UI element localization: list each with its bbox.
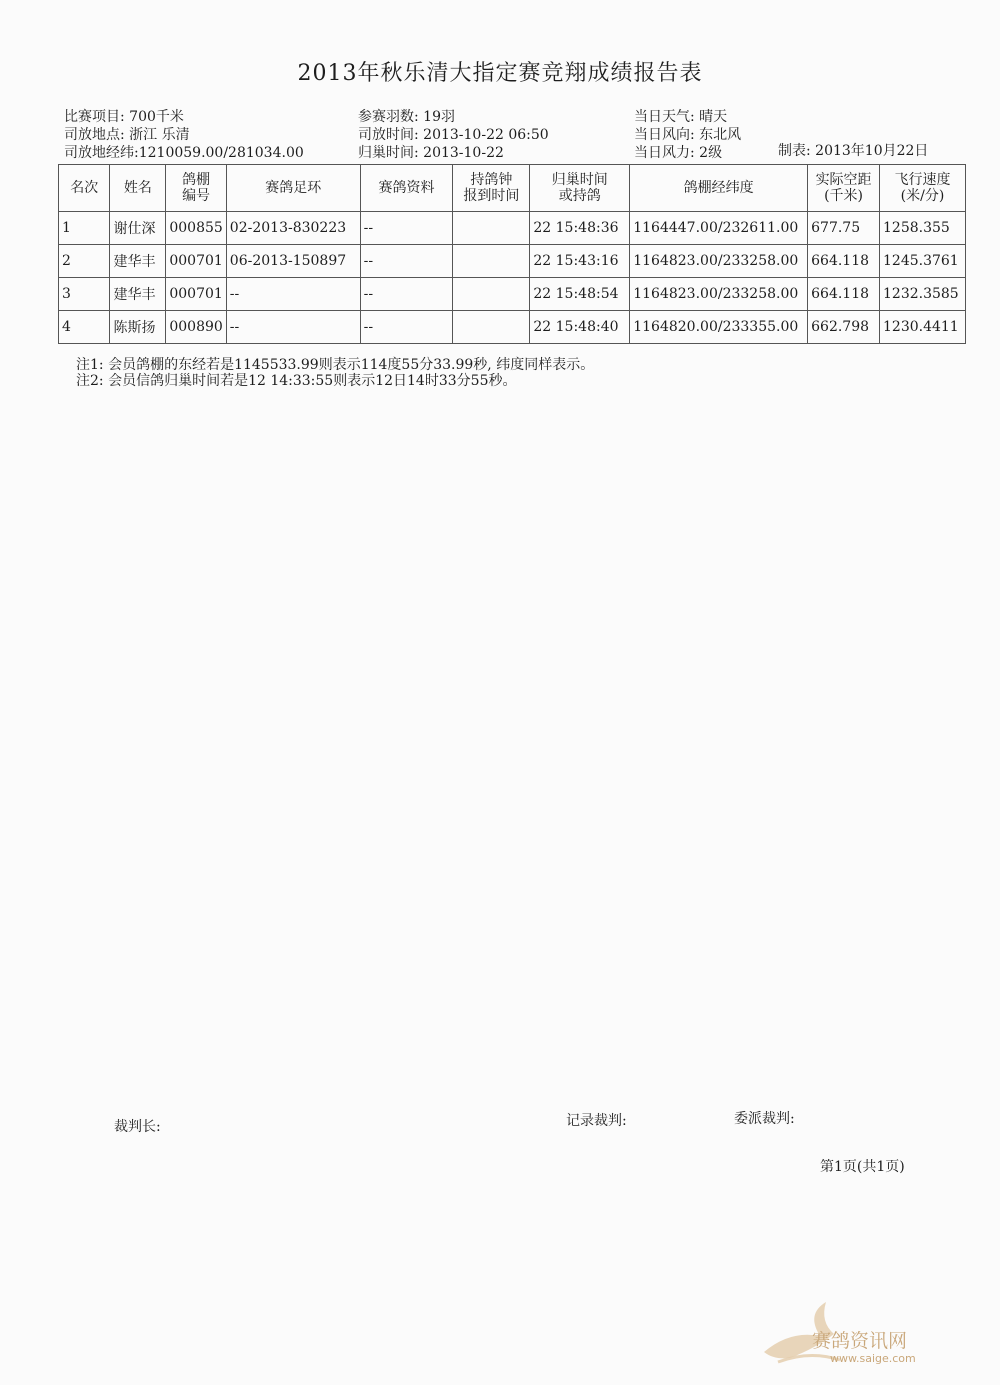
race-info-middle xyxy=(358,108,549,162)
header-clock-time-text: 持鸽钟 报到时间 xyxy=(463,172,520,204)
header-clock-time xyxy=(453,165,530,212)
cell-distance: 662.798 xyxy=(808,311,880,344)
cell-clock-time xyxy=(453,311,530,344)
results-table xyxy=(58,164,966,344)
release-time: 司放时间: 2013-10-22 06:50 xyxy=(358,127,549,143)
cell-name: 陈斯扬 xyxy=(110,311,166,344)
cell-coordinates: 1164823.00/233258.00 xyxy=(630,278,808,311)
header-distance-text: 实际空距 (千米) xyxy=(815,172,872,204)
page-title: 2013年秋乐清大指定赛竞翔成绩报告表 xyxy=(297,61,703,86)
cell-rank: 2 xyxy=(59,245,110,278)
assigned-referee-label: 委派裁判: xyxy=(734,1111,795,1127)
made-date: 制表: 2013年10月22日 xyxy=(778,143,929,159)
table-row xyxy=(59,311,966,344)
note-2: 注2: 会员信鸽归巢时间若是12 14:33:55则表示12日14时33分55秒。 xyxy=(76,373,517,389)
release-coordinates: 司放地经纬:1210059.00/281034.00 xyxy=(64,145,304,161)
cell-ring: -- xyxy=(226,311,360,344)
cell-ring: 06-2013-150897 xyxy=(226,245,360,278)
table-header-row xyxy=(59,165,966,212)
table-row xyxy=(59,245,966,278)
cell-speed: 1232.3585 xyxy=(880,278,966,311)
release-location: 司放地点: 浙江 乐清 xyxy=(64,127,190,143)
cell-clock-time xyxy=(453,212,530,245)
header-speed-text: 飞行速度 (米/分) xyxy=(894,172,951,204)
cell-loft-id: 000855 xyxy=(166,212,226,245)
header-speed xyxy=(880,165,966,212)
cell-coordinates: 1164447.00/232611.00 xyxy=(630,212,808,245)
header-arrival-time-text: 归巢时间 或持鸽 xyxy=(551,172,608,204)
cell-coordinates: 1164820.00/233355.00 xyxy=(630,311,808,344)
header-loft-id-text: 鸽棚 编号 xyxy=(182,172,211,204)
race-info-right xyxy=(634,108,741,162)
cell-name: 建华丰 xyxy=(110,278,166,311)
header-rank: 名次 xyxy=(59,165,110,212)
cell-arrival-time: 22 15:48:36 xyxy=(530,212,630,245)
header-pigeon-info: 赛鸽资料 xyxy=(360,165,453,212)
cell-name: 谢仕深 xyxy=(110,212,166,245)
cell-loft-id: 000890 xyxy=(166,311,226,344)
table-row xyxy=(59,278,966,311)
race-info-left xyxy=(64,108,304,162)
cell-arrival-time: 22 15:43:16 xyxy=(530,245,630,278)
note-1: 注1: 会员鸽棚的东经若是1145533.99则表示114度55分33.99秒, 纬度同样表示。 xyxy=(76,357,595,373)
cell-arrival-time: 22 15:48:54 xyxy=(530,278,630,311)
watermark-text: 赛鸽资讯网 xyxy=(812,1330,908,1352)
recording-referee-label: 记录裁判: xyxy=(566,1113,627,1129)
cell-pigeon-info: -- xyxy=(360,212,453,245)
cell-loft-id: 000701 xyxy=(166,278,226,311)
watermark-url: www.saige.com xyxy=(830,1352,916,1365)
wind-force: 当日风力: 2级 xyxy=(634,145,723,161)
header-coordinates: 鸽棚经纬度 xyxy=(630,165,808,212)
return-time: 归巢时间: 2013-10-22 xyxy=(358,145,504,161)
cell-rank: 3 xyxy=(59,278,110,311)
entry-count: 参赛羽数: 19羽 xyxy=(358,109,455,125)
cell-arrival-time: 22 15:48:40 xyxy=(530,311,630,344)
cell-pigeon-info: -- xyxy=(360,278,453,311)
cell-distance: 664.118 xyxy=(808,278,880,311)
cell-distance: 664.118 xyxy=(808,245,880,278)
cell-distance: 677.75 xyxy=(808,212,880,245)
header-distance xyxy=(808,165,880,212)
cell-rank: 1 xyxy=(59,212,110,245)
cell-pigeon-info: -- xyxy=(360,245,453,278)
cell-pigeon-info: -- xyxy=(360,311,453,344)
header-name: 姓名 xyxy=(110,165,166,212)
chief-referee-label: 裁判长: xyxy=(114,1119,161,1135)
header-ring: 赛鸽足环 xyxy=(226,165,360,212)
header-arrival-time xyxy=(530,165,630,212)
cell-coordinates: 1164823.00/233258.00 xyxy=(630,245,808,278)
cell-clock-time xyxy=(453,245,530,278)
header-loft-id xyxy=(166,165,226,212)
cell-speed: 1258.355 xyxy=(880,212,966,245)
cell-ring: -- xyxy=(226,278,360,311)
footnotes xyxy=(76,357,594,389)
cell-speed: 1230.4411 xyxy=(880,311,966,344)
cell-clock-time xyxy=(453,278,530,311)
cell-loft-id: 000701 xyxy=(166,245,226,278)
cell-rank: 4 xyxy=(59,311,110,344)
page-number: 第1页(共1页) xyxy=(820,1159,905,1175)
cell-ring: 02-2013-830223 xyxy=(226,212,360,245)
wind-direction: 当日风向: 东北风 xyxy=(634,127,742,143)
race-distance: 比赛项目: 700千米 xyxy=(64,109,184,125)
cell-name: 建华丰 xyxy=(110,245,166,278)
weather: 当日天气: 晴天 xyxy=(634,109,728,125)
table-row xyxy=(59,212,966,245)
cell-speed: 1245.3761 xyxy=(880,245,966,278)
